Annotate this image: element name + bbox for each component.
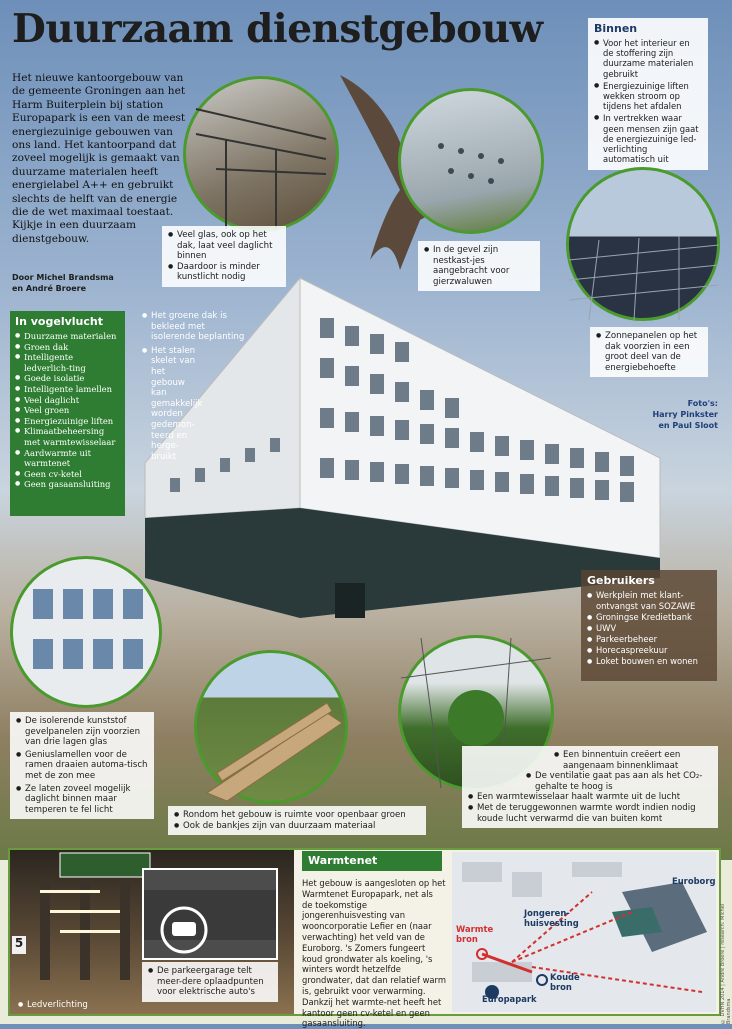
map-label-jongeren: Jongeren-huisvesting <box>524 908 579 928</box>
map-label-koude: Koude bron <box>550 972 580 992</box>
facade-nest-photo <box>398 88 544 234</box>
garage-level-sign: 5 <box>12 936 26 954</box>
atrium-caption: ● Veel glas, ook op het dak, laat veel daglicht binnen ● Daardoor is minder kunstlicht nodig <box>162 226 286 287</box>
vogelvlucht-heading: In vogelvlucht <box>15 315 103 328</box>
parking-caption: ● De parkeergarage telt meer-dere oplaadpunten voor elektrische auto's <box>142 962 278 1002</box>
copyright-credit: © DVHN 2014 | André Broere | research: Michel Brandsma <box>720 903 732 1024</box>
gebruikers-heading: Gebruikers <box>587 574 655 587</box>
photo-credit: Foto's: Harry Pinkster en Paul Sloot <box>652 399 718 430</box>
facade-panels-photo <box>10 556 162 708</box>
solar-panels-photo <box>566 167 720 321</box>
atrium-photo <box>183 76 339 232</box>
bench-photo <box>194 650 348 804</box>
facade-nest-caption: ● In de gevel zijn nestkast-jes aangebracht voor gierzwaluwen <box>418 241 540 291</box>
inner-garden-caption: ● Een binnentuin creëert een aangenaam binnenklimaat ● De ventilatie gaat pas aan als het CO₂-gehalte te hoog is ● Een warmtewisselaar haalt warmte uit de lucht ● Met de teruggewonnen warmte wordt indien nodig koude lucht verwarmd die van buiten komt <box>462 746 718 828</box>
binnen-heading: Binnen <box>594 22 638 35</box>
vogelvlucht-box: In vogelvlucht ● Duurzame materialen ● Groen dak ● Intelligente ledverlich-ting ● Goede isolatie ● Intelligente lamellen ● Veel daglicht ● Veel groen ● Energiezuinige liften ● Klimaatbeheersing met warmtewisselaar ● Aardwarmte uit warmtenet ● Geen cv-ketel ● Geen gasaansluiting <box>10 311 125 516</box>
intro-text: Het nieuwe kantoorgebouw van de gemeente Groningen aan het Harm Buiterplein bij station Europapark is een van de meest energiezuinige gebouwen van ons land. Het kantoorpand dat zoveel mogelijk is gemaakt van duurzame materialen heeft energielabel A++ en gebruikt slechts de helft van de energie die de wet maximaal toestaat. Kijkje in een duurzaam dienstgebouw. <box>12 72 186 245</box>
green-roof-caption: ● Het groene dak is bekleed met isolerende beplanting ● Het stalen skelet van het gebouw kan gemakkelijk worden gedemon-teerd en herge-bruikt <box>136 307 256 466</box>
gebruikers-box: Gebruikers ● Werkplein met klant-ontvangst van SOZAWE ● Groningse Kredietbank ● UWV ● Parkeerbeheer ● Horecaspreekuur ● Loket bouwen en wonen <box>581 570 717 681</box>
warmtenet-heading: Warmtenet <box>302 851 442 871</box>
solar-caption: ● Zonnepanelen op het dak voorzien in een groot deel van de energiebehoefte <box>590 327 708 377</box>
led-caption: ● Ledverlichting <box>12 996 92 1015</box>
binnen-box: Binnen ● Voor het interieur en de stoffering zijn duurzame materialen gebruikt ● Energiezuinige liften wekken stroom op tijdens het afdalen ● In vertrekken waar geen mensen zijn gaat de energiezuinige led-verlichting automatisch uit <box>588 18 708 170</box>
charging-spot-photo <box>142 868 278 960</box>
facade-panels-caption: ● De isolerende kunststof gevelpanelen zijn voorzien van drie lagen glas ● Geniuslamellen voor de ramen draaien automa-tisch met de zon mee ● Ze laten zoveel mogelijk daglicht binnen maar temperen te fel licht <box>10 712 154 819</box>
warmtenet-text: Het gebouw is aangesloten op het Warmtenet Europapark, net als de toekomstige jongerenhuisvesting van wooncorporatie Lefier en (naar verwachting) het veld van de Euroborg. 's Zomers fungeert koud grondwater als koeling, 's winters wordt hetzelfde grondwater, dat dan relatief warm is, gebruikt voor verwarming. Dankzij het warmte-net heeft het kantoor geen cv-ketel en geen gasaansluiting. <box>302 878 447 1029</box>
map-label-warmte: Warmte bron <box>456 924 494 944</box>
bench-caption: ● Rondom het gebouw is ruimte voor openbaar groen ● Ook de bankjes zijn van duurzaam materiaal <box>168 806 426 835</box>
map-label-euroborg: Euroborg <box>672 876 716 886</box>
page-title: Duurzaam dienstgebouw <box>12 6 543 52</box>
map-label-europapark: Europapark <box>482 994 537 1004</box>
byline: Door Michel Brandsma en André Broere <box>12 273 114 293</box>
